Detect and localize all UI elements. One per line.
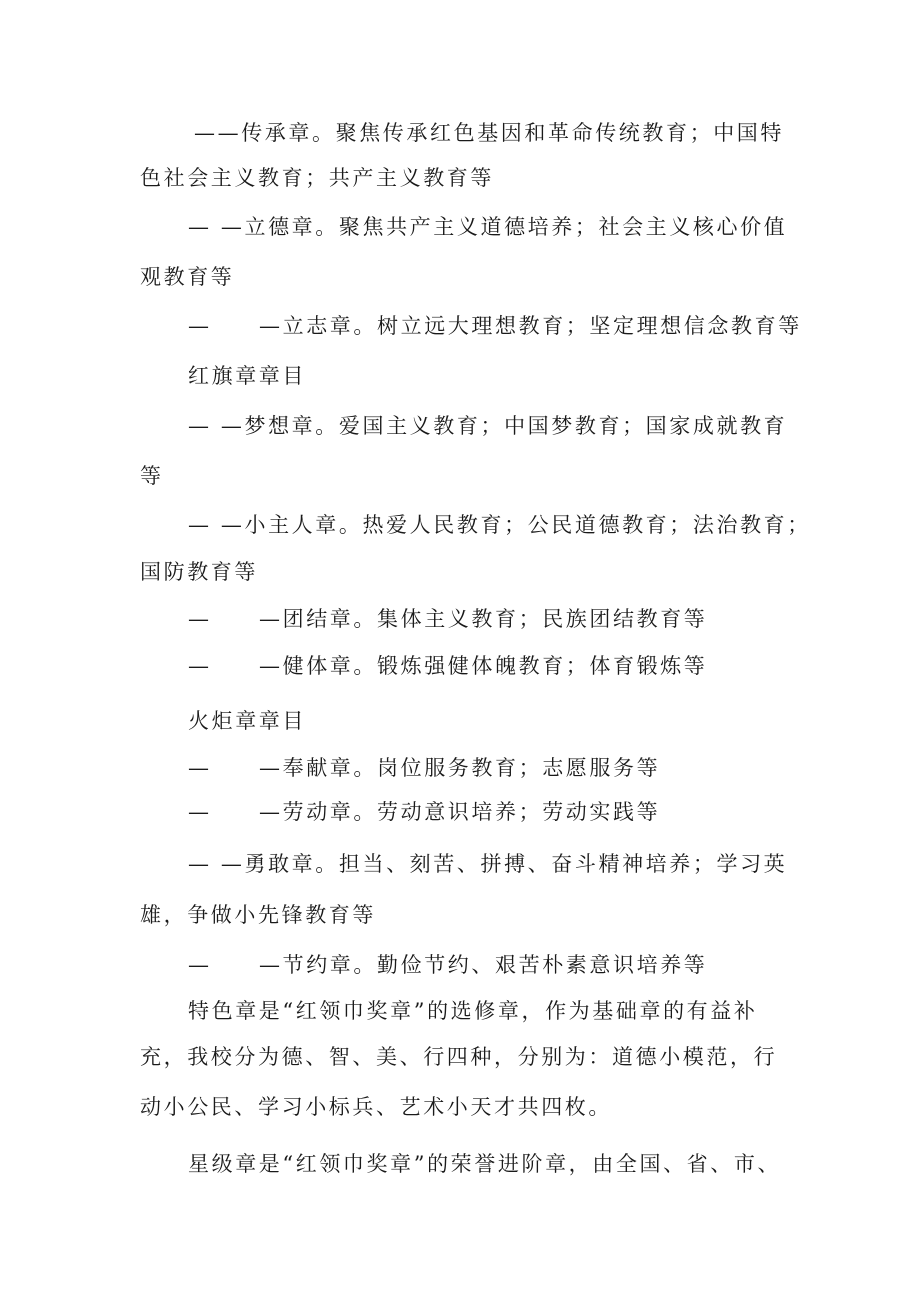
text-line: — —立德章。聚焦共产主义道德培养；社会主义核心价值 xyxy=(188,215,788,239)
text-line: —健体章。锻炼强健体魄教育；体育锻炼等 xyxy=(259,654,708,678)
dash-mark: — xyxy=(188,756,212,780)
text-line: 观教育等 xyxy=(140,265,235,289)
dash-mark: — xyxy=(188,607,212,631)
text-line: 充，我校分为德、智、美、行四种，分别为：道德小模范，行 xyxy=(140,1045,778,1069)
section-heading: 火炬章章目 xyxy=(188,709,306,733)
text-line: —节约章。勤俭节约、艰苦朴素意识培养等 xyxy=(259,953,708,977)
text-line: 星级章是“红领巾奖章”的荣誉进阶章，由全国、省、市、 xyxy=(188,1152,782,1176)
text-line: 色社会主义教育；共产主义教育等 xyxy=(140,166,494,190)
text-line: — —小主人章。热爱人民教育；公民道德教育；法治教育； xyxy=(188,513,811,537)
text-line: — —梦想章。爱国主义教育；中国梦教育；国家成就教育 xyxy=(188,414,788,438)
text-line: — —勇敢章。担当、刻苦、拼搏、奋斗精神培养；学习英 xyxy=(188,852,788,876)
text-line: —立志章。树立远大理想教育；坚定理想信念教育等 xyxy=(259,314,802,338)
text-line: —劳动章。劳动意识培养；劳动实践等 xyxy=(259,800,661,824)
text-line: 雄，争做小先锋教育等 xyxy=(140,903,376,927)
text-line: 等 xyxy=(140,464,164,488)
text-line: 动小公民、学习小标兵、艺术小天才共四枚。 xyxy=(140,1095,612,1119)
text-line: 国防教育等 xyxy=(140,560,258,584)
text-line: ——传承章。聚焦传承红色基因和革命传统教育；中国特 xyxy=(194,121,784,145)
text-line: 特色章是“红领巾奖章”的选修章，作为基础章的有益补 xyxy=(188,999,758,1023)
dash-mark: — xyxy=(188,314,212,338)
dash-mark: — xyxy=(188,654,212,678)
text-line: —奉献章。岗位服务教育；志愿服务等 xyxy=(259,756,661,780)
section-heading: 红旗章章目 xyxy=(188,364,306,388)
text-line: —团结章。集体主义教育；民族团结教育等 xyxy=(259,607,708,631)
dash-mark: — xyxy=(188,953,212,977)
dash-mark: — xyxy=(188,800,212,824)
